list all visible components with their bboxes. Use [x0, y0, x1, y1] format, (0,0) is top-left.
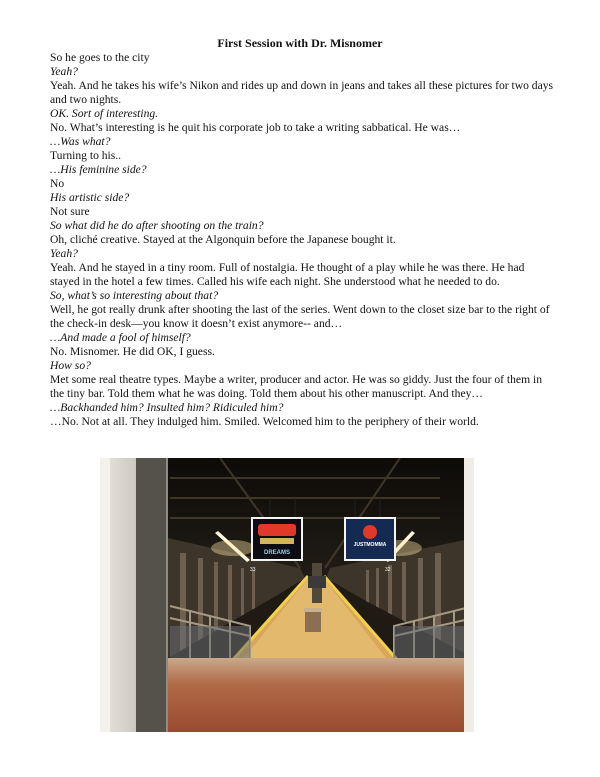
dialogue-line: Well, he got really drunk after shooting the last of the series. Went down to the closet size bar to the right of the check-in desk—you know it doesn’t exist anymore-- and… [50, 303, 550, 330]
document-title: First Session with Dr. Misnomer [217, 36, 383, 50]
sign-right-text: JUSTMOMMA [353, 542, 387, 548]
dialogue-line: So, what’s so interesting about that? [50, 289, 219, 302]
track-number-right: 32 [385, 567, 391, 573]
dialogue-line: So he goes to the city [50, 51, 150, 64]
dialogue-line: Yeah. And he stayed in a tiny room. Full of nostalgia. He thought of a play while he was there. He had stayed in the hotel a few times. Called his wife each night. She understood what he needed to do. [50, 261, 525, 288]
dialogue-line: OK. Sort of interesting. [50, 107, 159, 120]
dialogue-line: So what did he do after shooting on the train? [50, 219, 264, 232]
track-number-left: 33 [250, 567, 256, 573]
dialogue-line: Yeah. And he takes his wife’s Nikon and rides up and down in jeans and takes all these pictures for two days and two nights. [50, 79, 554, 106]
dialogue-text [50, 51, 555, 429]
dialogue-line: No. What’s interesting is he quit his corporate job to take a writing sabbatical. He was… [50, 121, 461, 134]
dialogue-line: Met some real theatre types. Maybe a writer, producer and actor. He was so giddy. Just the four of them in the tiny bar. Told them what he was doing. Told them about his other manuscript. And they… [50, 373, 543, 400]
dialogue-line: …And made a fool of himself? [50, 331, 191, 344]
sign-left-text: DREAMS [263, 550, 291, 556]
dialogue-line: Oh, cliché creative. Stayed at the Algonquin before the Japanese bought it. [50, 233, 396, 246]
dialogue-line: Yeah? [50, 65, 78, 78]
dialogue-line: His artistic side? [50, 191, 130, 204]
dialogue-line: Not sure [50, 205, 90, 218]
dialogue-line: Yeah? [50, 247, 78, 260]
dialogue-line: …His feminine side? [50, 163, 147, 176]
dialogue-line: No [50, 177, 65, 190]
dialogue-line: …Was what? [50, 135, 111, 148]
dialogue-line: No. Misnomer. He did OK, I guess. [50, 345, 215, 358]
dialogue-line: How so? [50, 359, 91, 372]
dialogue-line: …Backhanded him? Insulted him? Ridiculed him? [50, 401, 284, 414]
dialogue-line: Turning to his.. [50, 149, 122, 162]
train-platform-photo [100, 458, 474, 732]
dialogue-line: …No. Not at all. They indulged him. Smiled. Welcomed him to the periphery of their world. [50, 415, 479, 428]
